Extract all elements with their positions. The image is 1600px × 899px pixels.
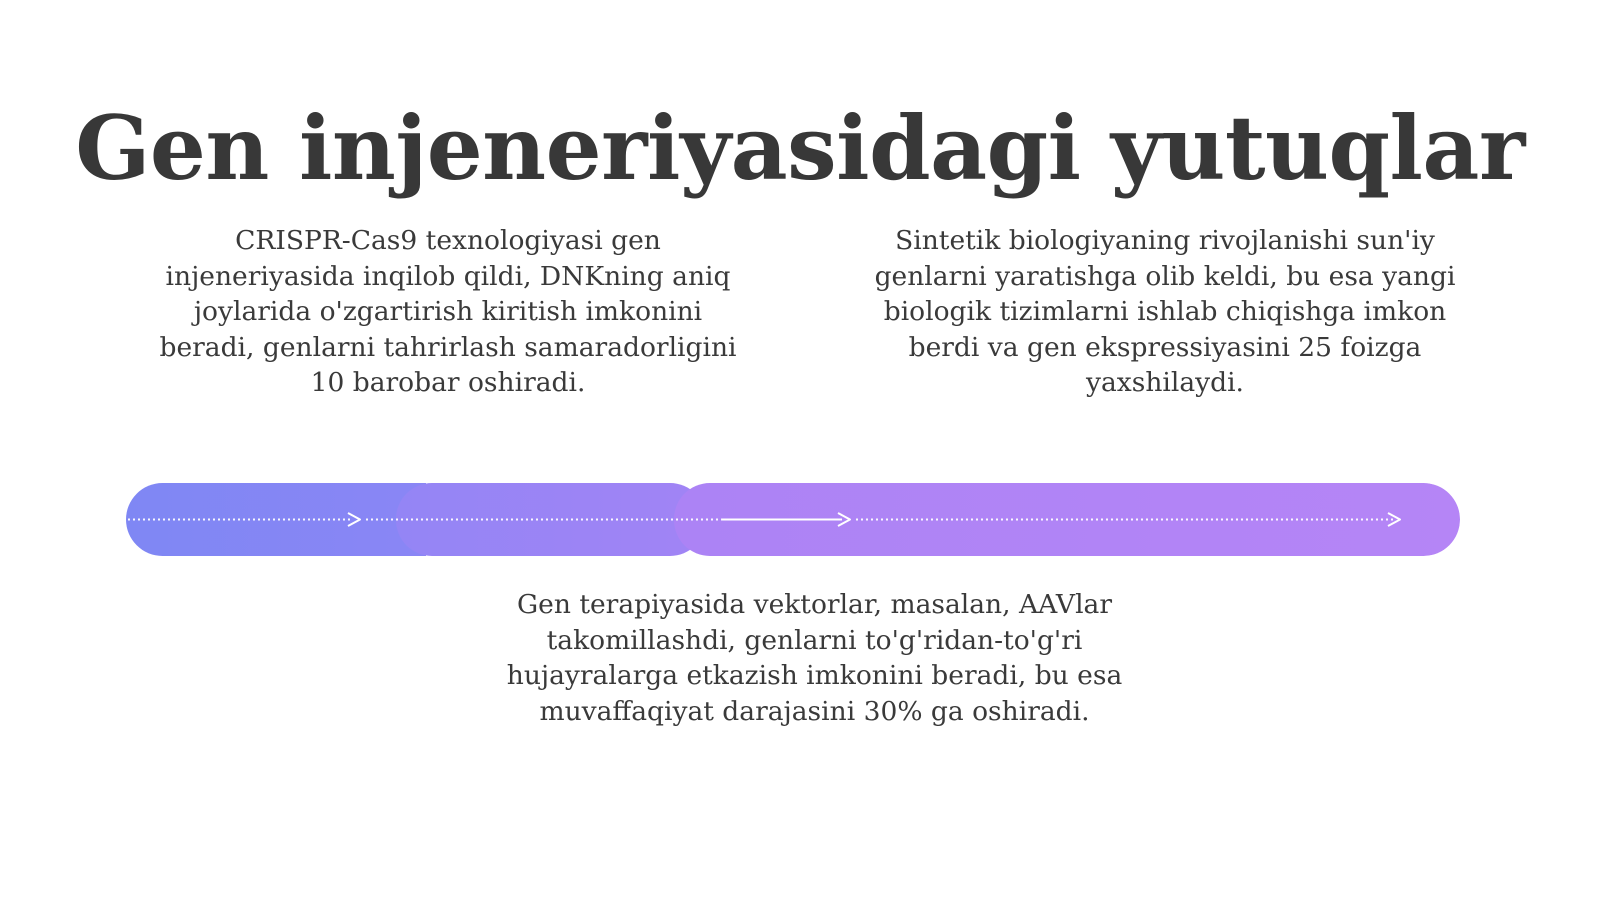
point-crispr-text: CRISPR-Cas9 texnologiyasi gen injeneriyasida inqilob qildi, DNKning aniq joylarida o'zgartirish kiritish imkonini beradi, genlarni tahrirlash samaradorligini 10 barobar oshiradi. xyxy=(159,225,737,398)
timeline-graphic xyxy=(126,483,1460,556)
slide-title: Gen injeneriyasidagi yutuqlar xyxy=(75,95,1525,200)
timeline-bar xyxy=(126,483,1460,556)
point-synthetic-biology-text: Sintetik biologiyaning rivojlanishi sun'iy genlarni yaratishga olib keldi, bu esa yangi biologik tizimlarni ishlab chiqishga imkon berdi va gen ekspressiyasini 25 foizga yaxshilaydi. xyxy=(874,225,1456,398)
point-gene-therapy-text: Gen terapiyasida vektorlar, masalan, AAVlar takomillashdi, genlarni to'g'ridan-to'g'ri hujayralarga etkazish imkonini beradi, bu esa muvaffaqiyat darajasini 30% ga oshiradi. xyxy=(506,589,1123,727)
